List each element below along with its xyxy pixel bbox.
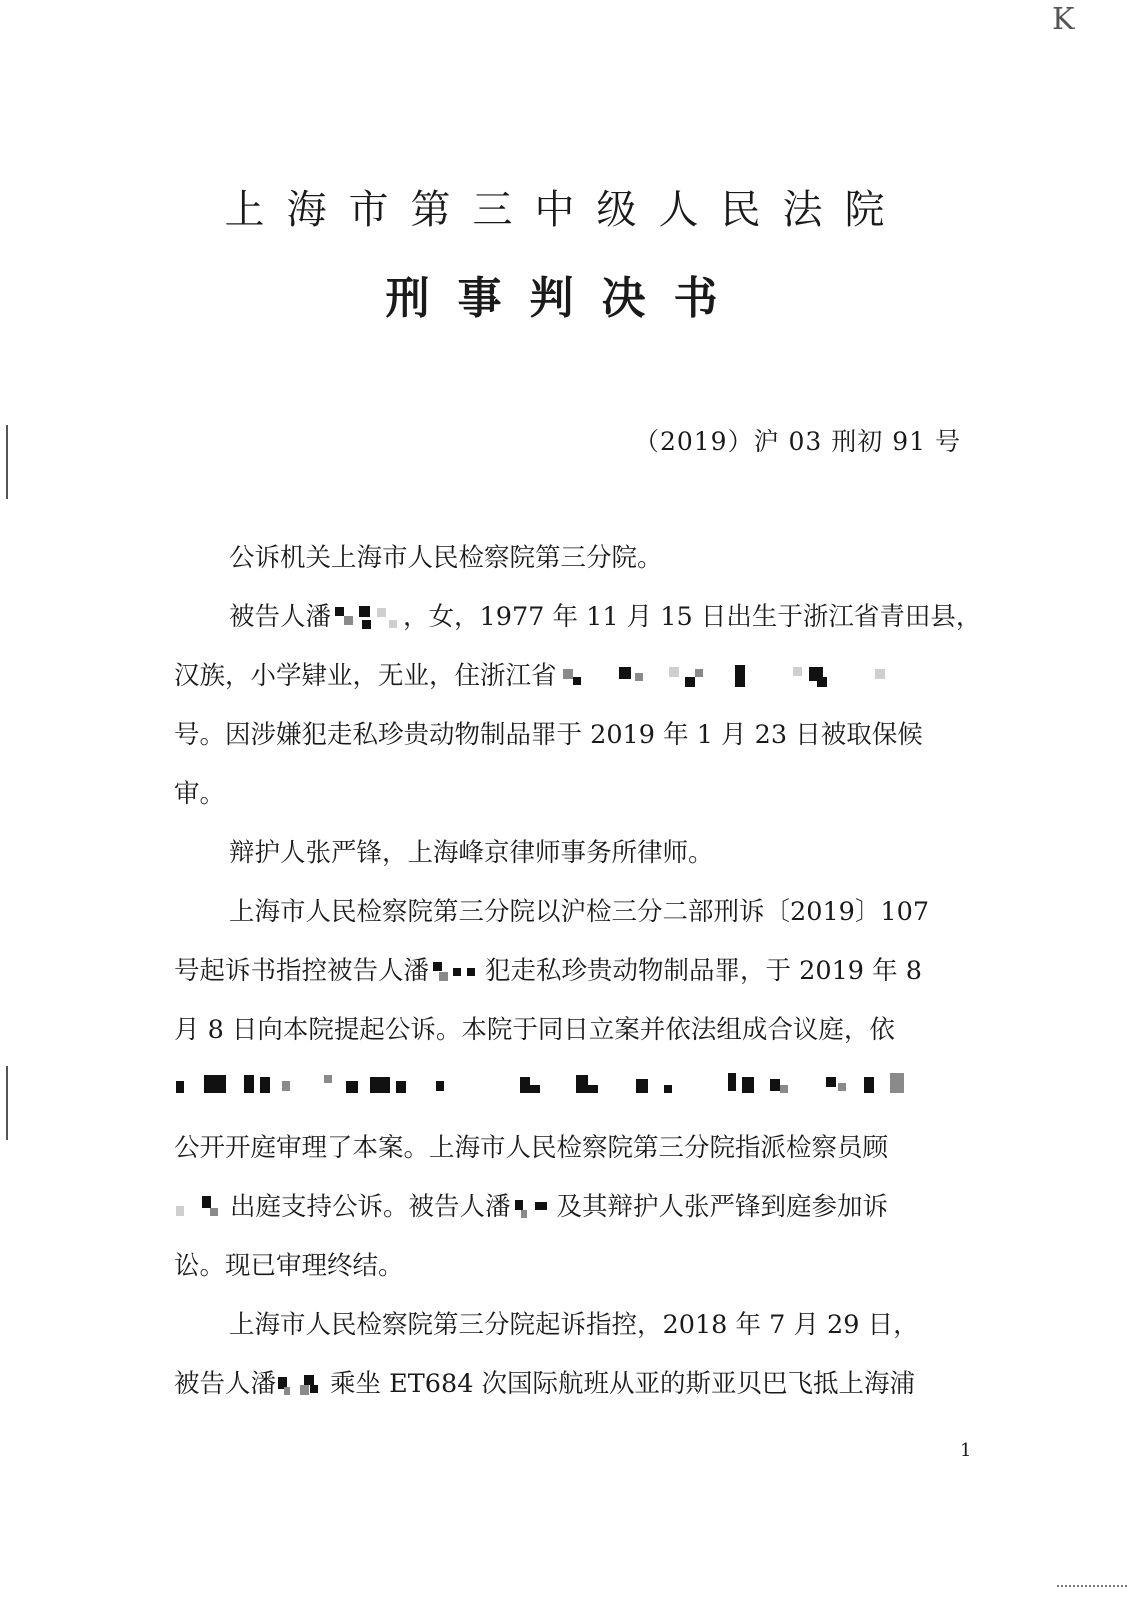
- procedure-line-1: 上海市人民检察院第三分院以沪检三分二部刑诉〔2019〕107: [229, 897, 930, 927]
- redacted-name: [276, 1371, 330, 1399]
- redacted-name: [331, 604, 403, 632]
- scan-edge-line: [6, 1066, 8, 1140]
- indictment-line-2-start: 被告人潘: [174, 1369, 277, 1399]
- defendant-line-3: 号。因涉嫌犯走私珍贵动物制品罪于 2019 年 1 月 23 日被取保候: [174, 720, 923, 750]
- court-name: 上海市第三中级人民法院: [224, 187, 907, 233]
- corner-handwritten-mark: K: [1052, 2, 1075, 37]
- procedure-line-3: 月 8 日向本院提起公诉。本院于同日立案并依法组成合议庭，依: [174, 1015, 895, 1045]
- redacted-name: [429, 958, 485, 986]
- redacted-name: [174, 1194, 230, 1222]
- defense-counsel-line: 辩护人张严锋，上海峰京律师事务所律师。: [229, 838, 714, 868]
- case-number: （2019）沪 03 刑初 91 号: [633, 427, 961, 456]
- indictment-line-2: [174, 1364, 915, 1400]
- procedure-line-2-end: 犯走私珍贵动物制品罪，于 2019 年 8: [485, 956, 922, 986]
- defendant-label: 被告人潘: [229, 602, 332, 632]
- page-number: 1: [960, 1440, 972, 1461]
- defendant-residence: 汉族，小学肄业，无业，住浙江省: [174, 661, 557, 691]
- procedure-line-2-start: 号起诉书指控被告人潘: [174, 956, 430, 986]
- redacted-text: [174, 1071, 964, 1099]
- defendant-details: ，女，1977 年 11 月 15 日出生于浙江省青田县，: [403, 602, 982, 632]
- redacted-address: [557, 663, 917, 691]
- defendant-line-4: 审。: [174, 779, 226, 809]
- procedure-line-7: 讼。现已审理终结。: [174, 1251, 404, 1281]
- procedure-line-4-redacted: [174, 1069, 964, 1099]
- procedure-line-6: [174, 1187, 888, 1223]
- indictment-line-2-end: 乘坐 ET684 次国际航班从亚的斯亚贝巴飞抵上海浦: [330, 1369, 916, 1399]
- prosecutor-line: 公诉机关上海市人民检察院第三分院。: [229, 543, 663, 573]
- defendant-line-1: [229, 597, 981, 633]
- scan-edge-dots: [1057, 1585, 1127, 1590]
- procedure-line-5: 公开开庭审理了本案。上海市人民检察院第三分院指派检察员顾: [174, 1133, 889, 1163]
- procedure-line-6-middle: 出庭支持公诉。被告人潘: [230, 1192, 511, 1222]
- procedure-line-2: [174, 951, 922, 987]
- redacted-name: [511, 1194, 557, 1222]
- procedure-line-6-end: 及其辩护人张严锋到庭参加诉: [556, 1192, 889, 1222]
- indictment-line-1: 上海市人民检察院第三分院起诉指控，2018 年 7 月 29 日，: [229, 1310, 919, 1340]
- defendant-line-2: [174, 656, 917, 692]
- scan-edge-line: [6, 425, 8, 499]
- document-title: 刑事判决书: [385, 273, 746, 324]
